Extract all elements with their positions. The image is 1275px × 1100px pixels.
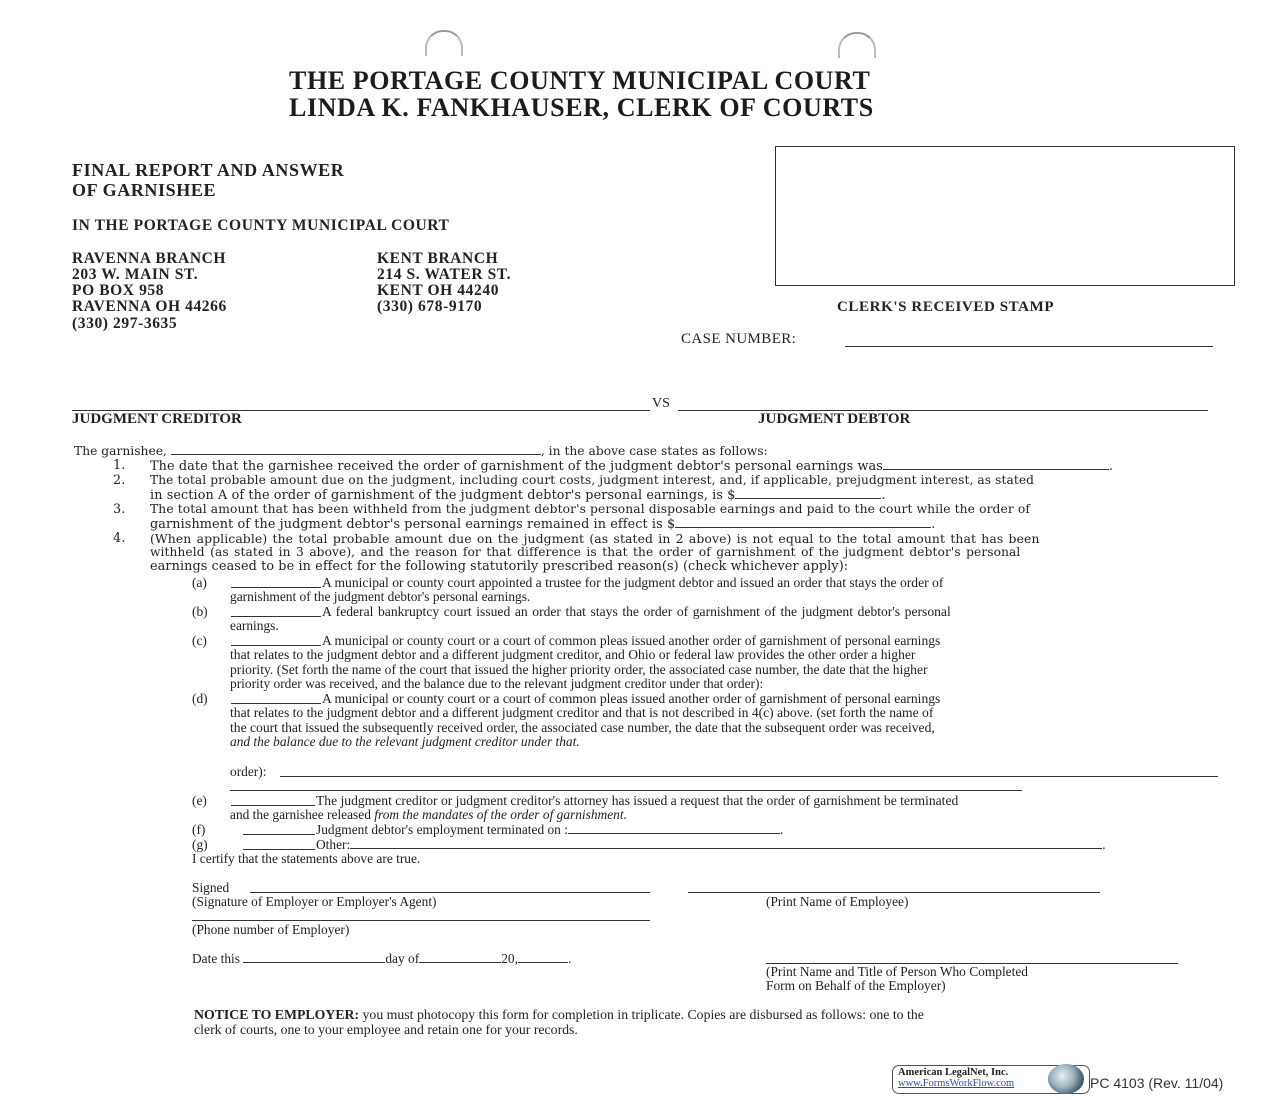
reason-d-line1: A municipal or county court or a court of common pleas issued another order of garnishment of personal earnings xyxy=(322,691,941,706)
signature-caption: (Signature of Employer or Employer's Agent) xyxy=(192,894,437,909)
date-month-field[interactable] xyxy=(419,951,501,963)
item-4-text-c: earnings ceased to be in effect for the following statutorily prescribed reason(s) (check whichever apply): xyxy=(150,559,849,574)
reason-e-line2 xyxy=(230,807,627,823)
notice-label: NOTICE TO EMPLOYER: xyxy=(194,1007,360,1022)
reason-f-label: Judgment debtor's employment terminated on : xyxy=(316,822,568,837)
notice-text-1: you must photocopy this form for completion in triplicate. Copies are disbursed as follows: one to the xyxy=(359,1007,924,1022)
item-2-text-a: The total probable amount due on the judgment, including court costs, judgment interest, and, if applicable, prejudgment interest, as stated xyxy=(150,473,1035,487)
stamp-label: CLERK'S RECEIVED STAMP xyxy=(837,299,1055,315)
reason-g-other-field[interactable] xyxy=(350,837,1102,849)
reason-d-order-label: order): xyxy=(230,764,267,779)
reason-d-order-field-2[interactable] xyxy=(230,790,1022,791)
punch-hole-right xyxy=(838,32,876,58)
item-1-date-field[interactable] xyxy=(883,458,1109,470)
completer-caption-1: (Print Name and Title of Person Who Completed xyxy=(766,964,1028,979)
globe-logo-icon xyxy=(1048,1064,1084,1094)
reason-b-line2: earnings. xyxy=(230,618,279,633)
kent-name: KENT BRANCH xyxy=(377,250,499,267)
item-3-text-b: garnishment of the judgment debtor's personal earnings remained in effect is $ . xyxy=(150,517,936,532)
employer-phone-caption: (Phone number of Employer) xyxy=(192,922,350,937)
date-dayof-label: day of xyxy=(385,951,420,966)
court-title: THE PORTAGE COUNTY MUNICIPAL COURT xyxy=(289,66,871,95)
reason-e-checkbox-line[interactable] xyxy=(231,805,315,806)
ravenna-pobox: PO BOX 958 xyxy=(72,282,165,299)
reason-e-letter: (e) xyxy=(192,793,207,808)
clerk-title: LINDA K. FANKHAUSER, CLERK OF COURTS xyxy=(289,93,874,122)
reason-a-letter: (a) xyxy=(192,575,207,590)
case-number-field[interactable] xyxy=(845,346,1213,347)
form-id: PC 4103 (Rev. 11/04) xyxy=(1090,1075,1224,1091)
item-4-number: 4. xyxy=(113,531,126,546)
kent-city: KENT OH 44240 xyxy=(377,282,500,299)
ravenna-phone: (330) 297-3635 xyxy=(72,315,178,332)
reason-f-checkbox-line[interactable] xyxy=(243,834,315,835)
notice-line-2: clerk of courts, one to your employee and retain one for your records. xyxy=(194,1022,578,1037)
notice-line-1 xyxy=(194,1007,924,1023)
reason-d-line4: and the balance due to the relevant judgment creditor under that. xyxy=(230,734,580,749)
date-year-field[interactable] xyxy=(518,951,568,963)
item-1-number: 1. xyxy=(113,458,126,473)
reason-c-line1: A municipal or county court or a court of common pleas issued another order of garnishment of personal earnings xyxy=(322,633,941,648)
item-1-label: The date that the garnishee received the order of garnishment of the judgment debtor's personal earnings was xyxy=(150,459,883,474)
employee-name-caption: (Print Name of Employee) xyxy=(766,894,909,909)
item-2-amount-field[interactable] xyxy=(735,487,881,499)
ravenna-name: RAVENNA BRANCH xyxy=(72,250,227,267)
date-day-field[interactable] xyxy=(243,951,385,963)
reason-f-text: Judgment debtor's employment terminated on : . xyxy=(316,822,784,837)
date-line: Date this day of 20, . xyxy=(192,951,572,966)
reason-c-line2: that relates to the judgment debtor and a different judgment creditor, and Ohio or federal law provides the other order a higher xyxy=(230,647,916,662)
reason-g-label: Other: xyxy=(316,837,351,852)
item-3-label: garnishment of the judgment debtor's personal earnings remained in effect is $ xyxy=(150,517,676,532)
item-3-amount-field[interactable] xyxy=(675,516,931,528)
reason-e-line2-b: from the mandates of the order of garnishment. xyxy=(374,807,627,822)
court-line: IN THE PORTAGE COUNTY MUNICIPAL COURT xyxy=(72,217,450,234)
reason-b-checkbox-line[interactable] xyxy=(231,616,321,617)
form-title-line1: FINAL REPORT AND ANSWER xyxy=(72,160,345,180)
employer-signature-field[interactable] xyxy=(250,892,650,893)
certify-statement: I certify that the statements above are true. xyxy=(192,851,421,866)
date-prefix: Date this xyxy=(192,951,240,966)
garnishee-suffix: , in the above case states as follows: xyxy=(540,444,768,458)
reason-g-letter: (g) xyxy=(192,837,208,852)
reason-c-checkbox-line[interactable] xyxy=(231,645,321,646)
garnishee-intro xyxy=(74,443,768,458)
item-2-text-b: in section A of the order of garnishment of the judgment debtor's personal earnings, is $ . xyxy=(150,488,886,503)
item-4-text-a: (When applicable) the total probable amount due on the judgment (as stated in 2 above) is not equal to the total amount that has been xyxy=(150,531,1040,546)
item-3-number: 3. xyxy=(113,502,126,517)
publisher-website-link[interactable]: www.FormsWorkFlow.com xyxy=(898,1078,1015,1089)
date-year-label: 20, xyxy=(501,951,518,966)
item-2-label: in section A of the order of garnishment of the judgment debtor's personal earnings, is $ xyxy=(150,488,736,503)
item-3-text-a: The total amount that has been withheld from the judgment debtor's personal disposable earnings and paid to the court while the order of xyxy=(150,502,1031,516)
punch-hole-left xyxy=(425,30,463,56)
reason-a-line1: A municipal or county court appointed a trustee for the judgment debtor and issued an order that stays the order of xyxy=(322,575,944,590)
reason-f-date-field[interactable] xyxy=(568,822,780,834)
judgment-creditor-label: JUDGMENT CREDITOR xyxy=(72,411,242,427)
reason-b-line1: A federal bankruptcy court issued an order that stays the order of garnishment of the judgment debtor's personal xyxy=(322,604,951,619)
reason-c-line3: priority. (Set forth the name of the court that issued the higher priority order, the associated case number, the date that the higher xyxy=(230,662,928,677)
vs-label: VS xyxy=(652,396,670,411)
reason-f-letter: (f) xyxy=(192,822,206,837)
reason-e-line2-a: and the garnishee released xyxy=(230,807,375,822)
signed-label: Signed xyxy=(192,880,230,895)
garnishee-prefix: The garnishee, xyxy=(74,444,167,458)
kent-phone: (330) 678-9170 xyxy=(377,298,483,315)
item-1-text: The date that the garnishee received the order of garnishment of the judgment debtor's personal earnings was . xyxy=(150,459,1114,474)
reason-a-line2: garnishment of the judgment debtor's personal earnings. xyxy=(230,589,531,604)
employer-phone-field[interactable] xyxy=(192,920,650,921)
case-number-label: CASE NUMBER: xyxy=(681,331,797,347)
reason-d-checkbox-line[interactable] xyxy=(231,703,321,704)
ravenna-street: 203 W. MAIN ST. xyxy=(72,266,199,283)
reason-a-checkbox-line[interactable] xyxy=(231,587,321,588)
form-title-line2: OF GARNISHEE xyxy=(72,180,217,200)
reason-d-line3: the court that issued the subsequently received order, the associated case number, the date that the subsequent order was received, xyxy=(230,720,935,735)
completer-caption-2: Form on Behalf of the Employer) xyxy=(766,978,946,993)
reason-c-line4: priority order was received, and the balance due to the relevant judgment creditor under that order): xyxy=(230,676,764,691)
garnishee-name-field[interactable] xyxy=(171,443,541,455)
employee-name-field[interactable] xyxy=(688,892,1100,893)
reason-g-checkbox-line[interactable] xyxy=(243,849,315,850)
item-2-number: 2. xyxy=(113,473,126,488)
kent-street: 214 S. WATER ST. xyxy=(377,266,512,283)
reason-g-text: Other: . xyxy=(316,837,1106,852)
judgment-debtor-label: JUDGMENT DEBTOR xyxy=(758,411,911,427)
clerk-received-stamp-box xyxy=(775,146,1235,286)
publisher-name: American LegalNet, Inc. xyxy=(898,1067,1009,1078)
reason-d-letter: (d) xyxy=(192,691,208,706)
reason-e-line1: The judgment creditor or judgment creditor's attorney has issued a request that the order of garnishment be terminated xyxy=(316,793,959,808)
item-4-text-b: withheld (as stated in 3 above), and the reason for that difference is that the order of garnishment of the judgment debtor's personal xyxy=(150,545,1021,559)
reason-d-line2: that relates to the judgment debtor and a different judgment creditor and that is not described in 4(c) above. (set forth the name of xyxy=(230,705,934,720)
reason-b-letter: (b) xyxy=(192,604,208,619)
reason-c-letter: (c) xyxy=(192,633,207,648)
reason-d-order-field[interactable] xyxy=(280,776,1218,777)
ravenna-city: RAVENNA OH 44266 xyxy=(72,298,227,315)
